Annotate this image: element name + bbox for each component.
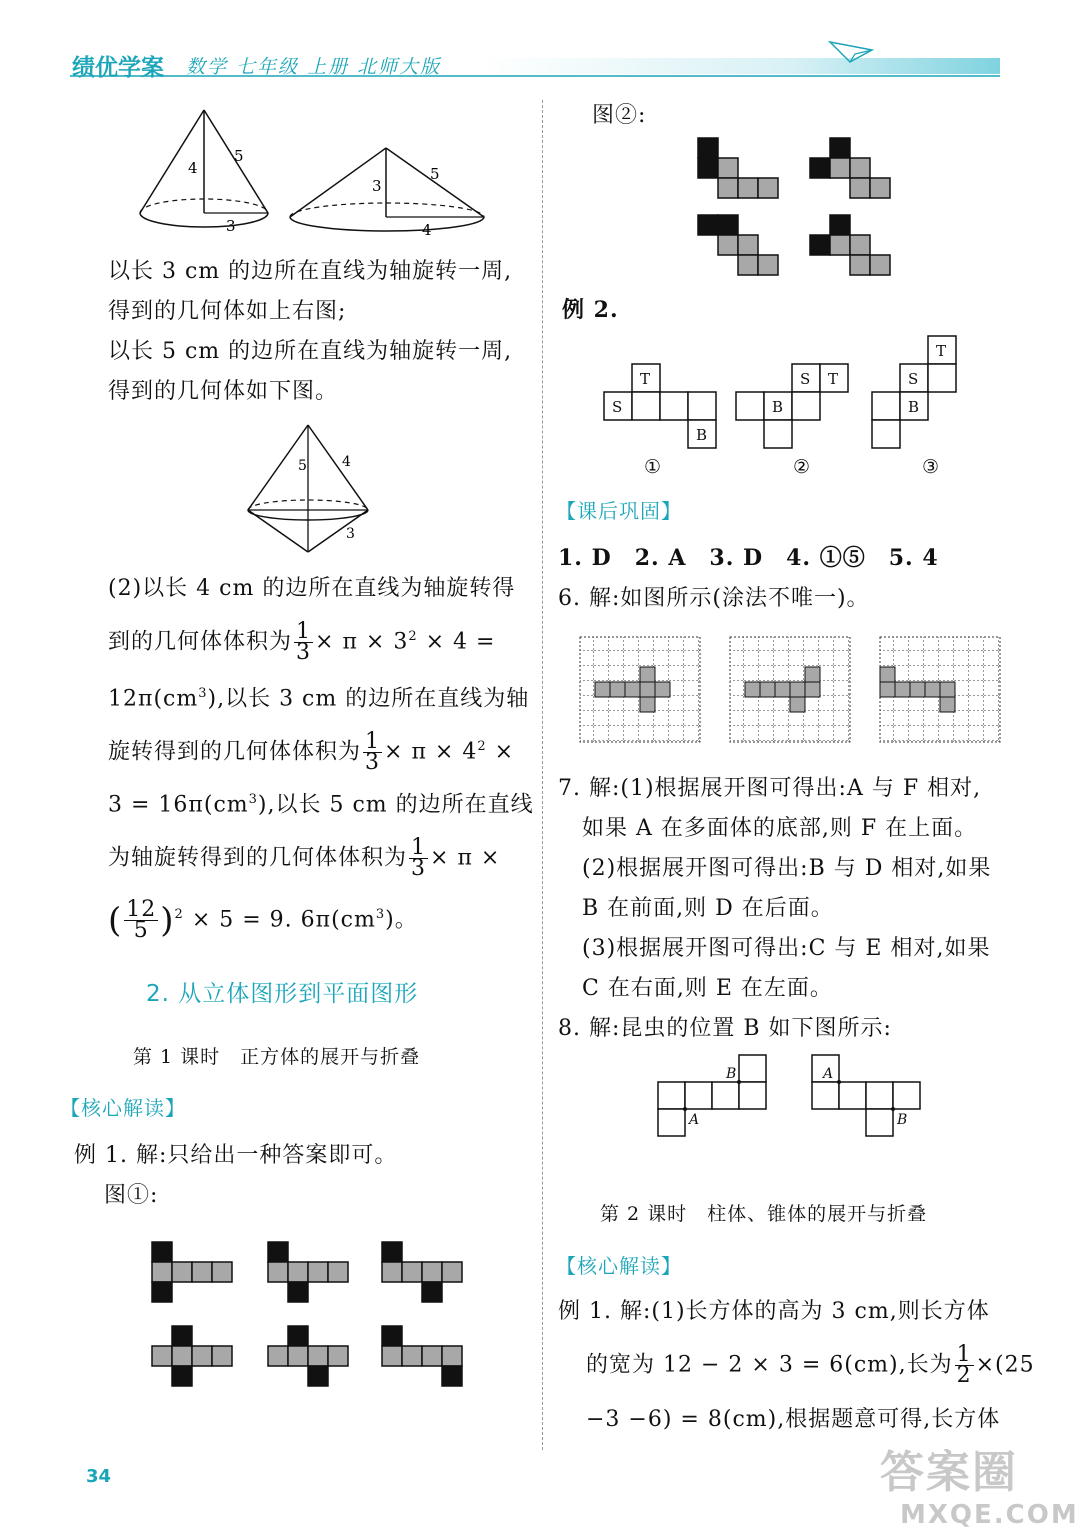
para-line-2: 得到的几何体如上右图; xyxy=(108,299,347,324)
para-line-3: 以长 5 cm 的边所在直线为轴旋转一周, xyxy=(108,339,513,364)
net2-label-S: S xyxy=(800,370,811,388)
r-example-1-line-1: 例 1. 解:(1)长方体的高为 3 cm,则长方体 xyxy=(558,1299,990,1324)
q7-line-4: B 在前面,则 D 在后面。 xyxy=(582,896,834,921)
brand-title: 绩优学案 xyxy=(72,55,164,81)
ex2-caption-2: ② xyxy=(793,456,812,478)
bicone-label-3: 3 xyxy=(346,526,355,542)
q8-text: 8. 解:昆虫的位置 B 如下图所示: xyxy=(558,1016,892,1041)
example-2-label: 例 2. xyxy=(562,297,619,323)
section-title: 2. 从立体图形到平面图形 xyxy=(146,981,419,1007)
example-1: 例 1. 解:只给出一种答案即可。 xyxy=(74,1143,398,1168)
figure-2-label: 图②: xyxy=(592,103,647,128)
q6-text: 6. 解:如图所示(涂法不唯一)。 xyxy=(558,586,870,611)
q6-grids xyxy=(578,635,1003,745)
q7-line-5: (3)根据展开图可得出:C 与 E 相对,如果 xyxy=(582,936,991,961)
q2-line-6: 为轴旋转得到的几何体体积为 $\frac{1}{3}$ × π × xyxy=(108,835,501,881)
q2-line-1: (2)以长 4 cm 的边所在直线为轴旋转得 xyxy=(108,576,516,601)
lesson-1-title: 第 1 课时 正方体的展开与折叠 xyxy=(133,1046,421,1068)
lesson-2-title: 第 2 课时 柱体、锥体的展开与折叠 xyxy=(600,1203,928,1225)
net3-label-S: S xyxy=(908,370,919,388)
watermark-logo: 答案圈 MXQE.COM xyxy=(880,1447,1079,1530)
book-subtitle: 数学 七年级 上册 北师大版 xyxy=(186,56,442,78)
fraction-one-third: $\frac{1}{3}$ xyxy=(411,835,427,881)
r-example-1-line-3: −3 −6) = 8(cm),根据题意可得,长方体 xyxy=(586,1407,1001,1432)
q7-line-3: (2)根据展开图可得出:B 与 D 相对,如果 xyxy=(582,856,992,881)
cone2-slant-label: 5 xyxy=(430,165,440,183)
net1-label-T: T xyxy=(640,370,651,388)
q8-net1-label-B: B xyxy=(726,1066,737,1082)
net1-label-B: B xyxy=(696,426,708,444)
net1-label-S: S xyxy=(612,398,623,416)
r-example-1-line-2: 的宽为 12 − 2 × 3 = 6(cm),长为 $\frac{1}{2}$ ×(25 xyxy=(586,1342,1035,1388)
bicone-label-4: 4 xyxy=(342,454,351,470)
column-divider xyxy=(542,100,543,1450)
core-heading-right: 【核心解读】 xyxy=(556,1254,682,1278)
net3-label-T: T xyxy=(936,342,947,360)
q8-nets xyxy=(655,1052,930,1142)
ex2-caption-1: ① xyxy=(644,456,663,478)
para-line-4: 得到的几何体如下图。 xyxy=(108,379,339,404)
example-2-nets xyxy=(600,336,960,451)
q2-line-4: 旋转得到的几何体体积为 $\frac{1}{3}$ × $\pi \times 4^2$ × xyxy=(108,729,515,775)
cone2-height-label: 3 xyxy=(372,177,382,195)
cone1-radius-label: 3 xyxy=(226,217,236,235)
q2-line-3: $12\pi(cm^3)$,以长 3 cm 的边所在直线为轴 xyxy=(108,686,530,712)
q7-line-6: C 在右面,则 E 在左面。 xyxy=(582,976,833,1001)
q7-line-2: 如果 A 在多面体的底部,则 F 在上面。 xyxy=(582,816,978,841)
q8-net2-label-A: A xyxy=(823,1066,834,1082)
cone-figures xyxy=(130,105,490,240)
net3-label-B: B xyxy=(908,398,920,416)
after-class-heading: 【课后巩固】 xyxy=(556,499,682,523)
net2-label-B: B xyxy=(772,398,784,416)
net2-label-T: T xyxy=(828,370,839,388)
core-heading-left: 【核心解读】 xyxy=(60,1096,186,1120)
figure-2-nets xyxy=(695,135,905,285)
fraction-one-half: $\frac{1}{2}$ xyxy=(956,1342,972,1388)
double-cone-figure xyxy=(240,420,380,560)
answers-1-5: 1. D 2. A 3. D 4. ①⑤ 5. 4 xyxy=(558,545,939,571)
fraction-twelve-fifths: $\frac{12}{5}$ xyxy=(126,897,157,943)
fraction-one-third: $\frac{1}{3}$ xyxy=(365,729,381,775)
q2-line-2: 到的几何体体积为 $\frac{1}{3}$ × $\pi \times 3^2 \times 4$ = xyxy=(108,619,496,665)
cone2-radius-label: 4 xyxy=(422,221,432,239)
page-number: 34 xyxy=(86,1466,112,1487)
q8-net1-label-A: A xyxy=(689,1112,700,1128)
cone1-height-label: 4 xyxy=(188,159,198,177)
q2-line-7: ( $\frac{12}{5}$ )$^2$ × 5 = 9. $6\pi(cm^3)$。 xyxy=(108,897,418,943)
figure-1-label: 图①: xyxy=(104,1183,159,1208)
figure-1-nets xyxy=(150,1240,450,1390)
q8-net2-label-B: B xyxy=(897,1112,908,1128)
cone1-slant-label: 5 xyxy=(234,147,244,165)
fraction-one-third: $\frac{1}{3}$ xyxy=(296,619,312,665)
q2-line-5: $3 = 16\pi(cm^3)$,以长 5 cm 的边所在直线 xyxy=(108,792,534,818)
q7-line-1: 7. 解:(1)根据展开图可得出:A 与 F 相对, xyxy=(558,776,982,801)
para-line-1: 以长 3 cm 的边所在直线为轴旋转一周, xyxy=(108,259,513,284)
bicone-label-5: 5 xyxy=(298,458,307,474)
ex2-caption-3: ③ xyxy=(922,456,941,478)
